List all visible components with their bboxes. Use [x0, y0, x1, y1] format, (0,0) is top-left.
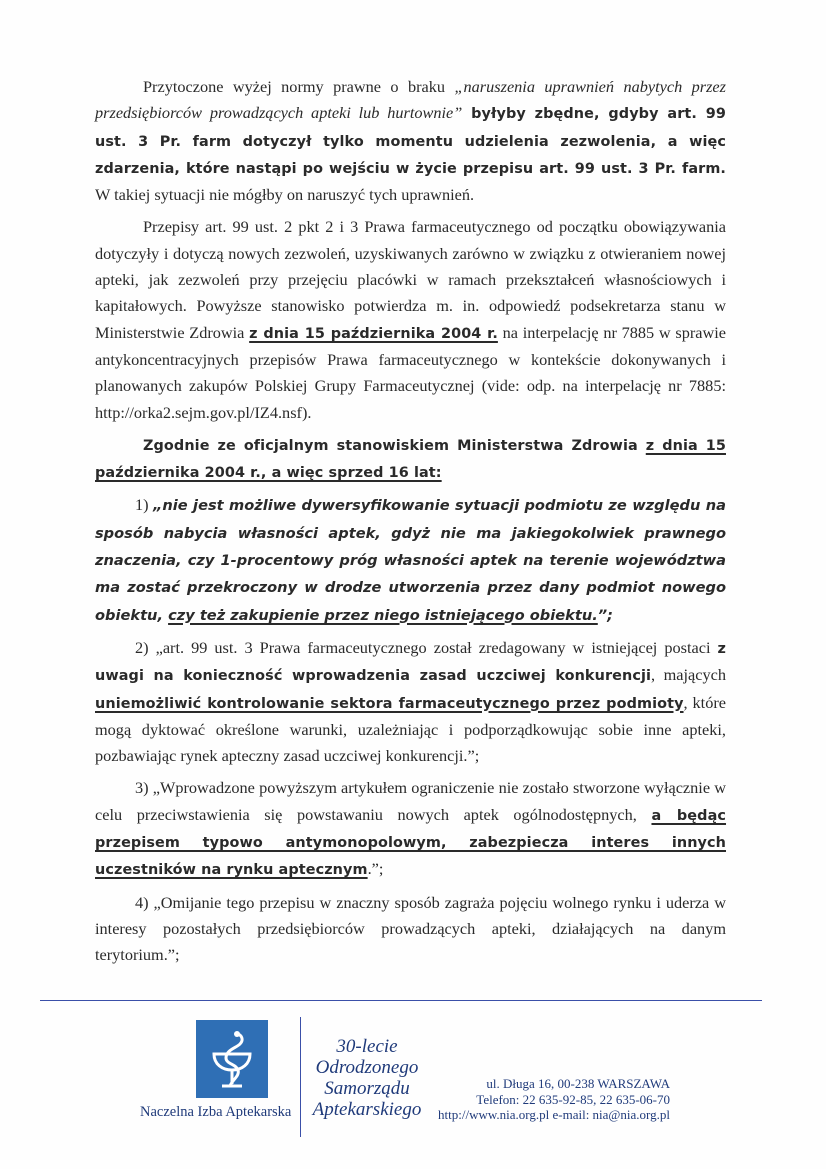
address: ul. Długa 16, 00-238 WARSZAWA — [486, 1076, 670, 1091]
list-item-4 — [95, 890, 726, 969]
p2-text-1: Przepisy art. 99 ust. 2 pkt 2 i 3 Prawa farmaceutycznego od początku obowiązywania dotyczyły i dotyczą nowych zezwoleń, uzyskiwanych zarówno w związku z otwieraniem nowej apteki, jak zezwoleń przy przejęciu placówki w ramach przekształceń własnościowych i kapitałowych. Powyższe stanowisko potwierdza m. in. odpowiedź podsekretarza stanu w Ministerstwie Zdrowia — [95, 217, 726, 342]
anniversary-line-3: Samorządu — [324, 1078, 410, 1099]
p3-date: z dnia 15 października 2004 r., a więc sprzed 16 lat: — [95, 437, 726, 482]
p3-bold: Zgodnie ze oficjalnym stanowiskiem Ministerstwa Zdrowia — [143, 437, 646, 454]
anniversary-line-2: Odrodzonego — [315, 1057, 419, 1078]
item1-end: ”; — [597, 606, 614, 624]
item2-underlined: uniemożliwić kontrolowanie sektora farmaceutycznego przez podmioty — [95, 695, 684, 712]
paragraph-3 — [95, 432, 726, 487]
bowl-of-hygieia-icon — [196, 1020, 268, 1098]
footer-divider — [40, 1000, 762, 1001]
item2-number: 2) — [135, 637, 156, 657]
footer-vertical-divider — [300, 1017, 301, 1137]
org-name: Naczelna Izba Aptekarska — [140, 1104, 292, 1120]
p2-text-2: na interpelację nr 7885 w sprawie antykoncentracyjnych przepisów Prawa farmaceutycznego w kontekście dokonywanych i planowanych zakupów Polskiej Grupy Farmaceutycznej (vide: odp. na interpelację nr 7885: http://orka2.sejm.gov.pl/IZ4.nsf). — [95, 322, 726, 422]
item2-text-2: , mających — [651, 665, 726, 685]
list-item-2 — [95, 635, 726, 769]
item2-text-1: „art. 99 ust. 3 Prawa farmaceutycznego został zredagowany w istniejącej postaci — [155, 637, 718, 657]
p1-text-1: Przytoczone wyżej normy prawne o braku — [143, 77, 455, 96]
list-item-1 — [95, 492, 726, 628]
item1-number: 1) — [135, 495, 153, 515]
anniversary-line-1: 30-lecie — [336, 1036, 398, 1057]
item3-text-2: .”; — [367, 859, 384, 879]
anniversary-logo — [312, 1036, 422, 1120]
web-email[interactable]: http://www.nia.org.pl e-mail: nia@nia.org.pl — [438, 1107, 670, 1122]
contact-block — [420, 1076, 670, 1123]
item4-text-1: „Omijanie tego przepisu w znaczny sposób zagraża pojęciu wolnego rynku i uderza w interesy pozostałych przedsiębiorców prowadzących apteki, działających na danym terytorium.”; — [95, 892, 726, 965]
item4-number: 4) — [135, 892, 154, 912]
p2-date: z dnia 15 października 2004 r. — [249, 325, 498, 342]
paragraph-1 — [95, 74, 726, 208]
item2-bold: z uwagi na konieczność wprowadzenia zasad uczciwej konkurencji — [95, 640, 726, 685]
p1-quote: „naruszenia uprawnień nabytych przez przedsiębiorców prowadzących apteki lub hurtownie” — [95, 77, 726, 123]
item1-quote: „nie jest możliwe dywersyfikowanie sytuacji podmiotu ze względu na sposób nabycia własności aptek, gdyż nie ma jakiegokolwiek prawnego znaczenia, czy 1-procentowy próg własności aptek na terenie województwa ma zostać przekroczony w drodze utworzenia przez dany podmiot nowego obiektu, — [95, 497, 726, 624]
item1-underlined: czy też zakupienie przez niego istniejącego obiektu. — [168, 606, 598, 624]
item2-text-3: , które mogą dyktować określone warunki, uzależniając i podporządkowując sobie inne apteki, pozbawiając rynek apteczny zasad uczciwej konkurencji.”; — [95, 692, 726, 766]
document-body — [95, 74, 726, 975]
p1-text-2: W takiej sytuacji nie mógłby on naruszyć tych uprawnień. — [95, 185, 475, 205]
list-item-3 — [95, 775, 726, 883]
anniversary-line-4: Aptekarskiego — [312, 1099, 422, 1120]
nia-logo — [196, 1020, 268, 1098]
item3-text-1: „Wprowadzone powyższym artykułem ograniczenie nie zostało stworzone wyłącznie w celu przeciwstawienia się powstawaniu nowych aptek ogólnodostępnych, — [95, 778, 726, 824]
item3-underlined: a będąc przepisem typowo antymonopolowym, zabezpiecza interes innych uczestników na rynku aptecznym — [95, 807, 727, 879]
phone: Telefon: 22 635-92-85, 22 635-06-70 — [476, 1091, 670, 1107]
paragraph-2 — [95, 214, 726, 425]
item3-number: 3) — [135, 778, 153, 798]
p1-bold: byłyby zbędne, gdyby art. 99 ust. 3 Pr. farm dotyczył tylko momentu udzielenia zezwolenia, a więc zdarzenia, które nastąpi po wejściu w życie przepisu art. 99 ust. 3 Pr. farm. — [95, 106, 726, 177]
